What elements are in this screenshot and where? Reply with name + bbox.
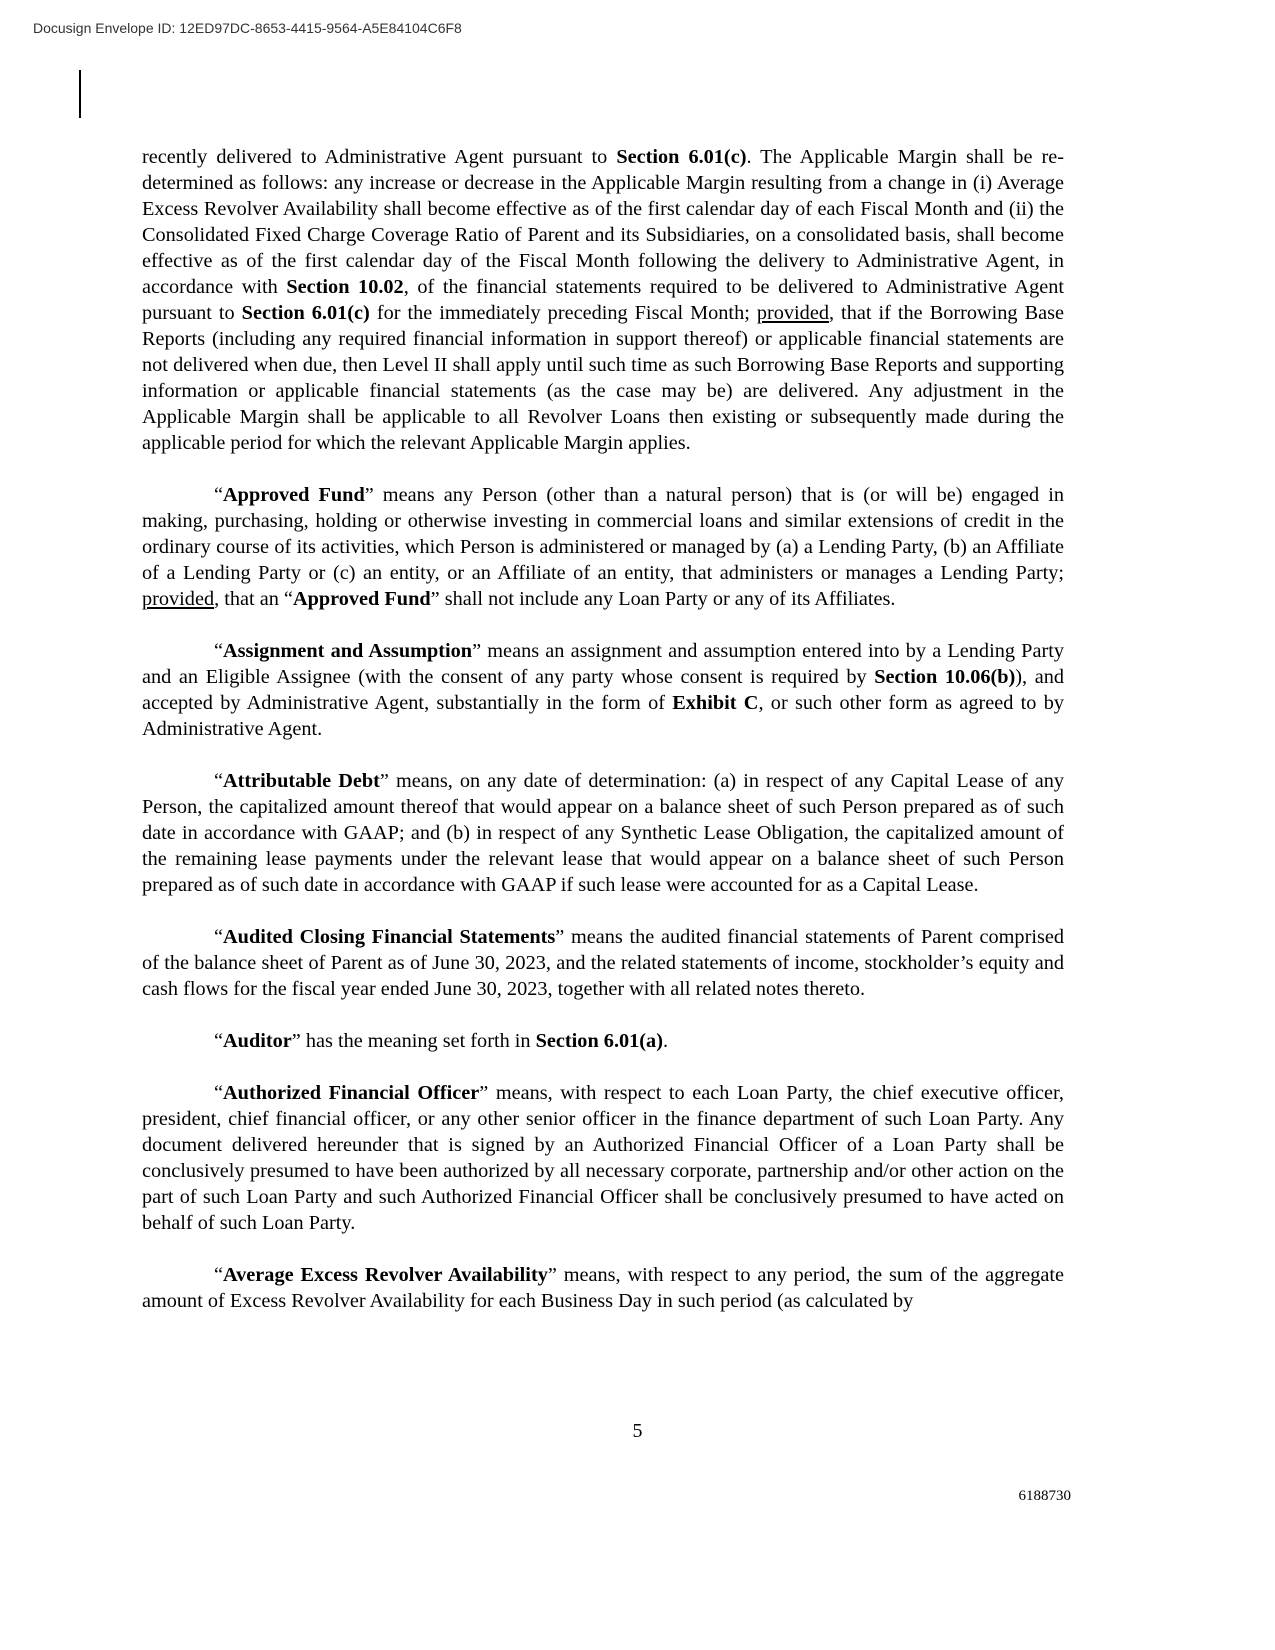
defined-term: Approved Fund (223, 484, 365, 506)
defined-term: Authorized Financial Officer (223, 1082, 480, 1104)
definition-audited-closing-financial-statements: “Audited Closing Financial Statements” means the audited financial statements of Parent comprised of the balance sheet of Parent as of June 30, 2023, and the related statements of income, stockholder’s equity and cash flows for the fiscal year ended June 30, 2023, together with all related notes thereto. (142, 926, 1064, 1000)
defined-term: Audited Closing Financial Statements (223, 926, 556, 948)
definition-average-excess-revolver-availability: “Average Excess Revolver Availability” means, with respect to any period, the sum of the aggregate amount of Excess Revolver Availability for each Business Day in such period (as calculated by (142, 1264, 1064, 1312)
envelope-id: Docusign Envelope ID: 12ED97DC-8653-4415-9564-A5E84104C6F8 (33, 20, 462, 36)
document-number: 6188730 (1018, 1488, 1071, 1504)
defined-term: Auditor (223, 1030, 292, 1052)
defined-term: Average Excess Revolver Availability (223, 1264, 548, 1286)
page-number: 5 (632, 1420, 643, 1442)
document-body (142, 144, 1064, 1340)
definition-assignment-and-assumption: “Assignment and Assumption” means an assignment and assumption entered into by a Lending Party and an Eligible Assignee (with the consent of any party whose consent is required by Section 10.06(b)), and accepted by Administrative Agent, substantially in the form of Exhibit C, or such other form as agreed to by Administrative Agent. (142, 640, 1064, 740)
defined-term: Assignment and Assumption (223, 640, 473, 662)
definition-auditor: “Auditor” has the meaning set forth in Section 6.01(a). (214, 1030, 669, 1052)
definition-attributable-debt: “Attributable Debt” means, on any date of determination: (a) in respect of any Capital Lease of any Person, the capitalized amount thereof that would appear on a balance sheet of such Person prepared as of such date in accordance with GAAP; and (b) in respect of any Synthetic Lease Obligation, the capitalized amount of the remaining lease payments under the relevant lease that would appear on a balance sheet of such Person prepared as of such date in accordance with GAAP if such lease were accounted for as a Capital Lease. (142, 770, 1064, 896)
defined-term: Attributable Debt (223, 770, 380, 792)
definition-approved-fund: “Approved Fund” means any Person (other than a natural person) that is (or will be) engaged in making, purchasing, holding or otherwise investing in commercial loans and similar extensions of credit in the ordinary course of its activities, which Person is administered or managed by (a) a Lending Party, (b) an Affiliate of a Lending Party or (c) an entity, or an Affiliate of an entity, that administers or manages a Lending Party; provided, that an “Approved Fund” shall not include any Loan Party or any of its Affiliates. (142, 484, 1065, 610)
paragraph-applicable-margin: recently delivered to Administrative Agent pursuant to Section 6.01(c). The Applicable Margin shall be re-determined as follows: any increase or decrease in the Applicable Margin resulting from a change in (i) Average Excess Revolver Availability shall become effective as of the first calendar day of each Fiscal Month and (ii) the Consolidated Fixed Charge Coverage Ratio of Parent and its Subsidiaries, on a consolidated basis, shall become effective as of the first calendar day of the Fiscal Month following the delivery to Administrative Agent, in accordance with Section 10.02, of the financial statements required to be delivered to Administrative Agent pursuant to Section 6.01(c) for the immediately preceding Fiscal Month; provided, that if the Borrowing Base Reports (including any required financial information in support thereof) or applicable financial statements are not delivered when due, then Level II shall apply until such time as such Borrowing Base Reports and supporting information or applicable financial statements (as the case may be) are delivered. Any adjustment in the Applicable Margin shall be applicable to all Revolver Loans then existing or subsequently made during the applicable period for which the relevant Applicable Margin applies. (142, 146, 1065, 454)
revision-bar (79, 70, 81, 118)
definition-authorized-financial-officer: “Authorized Financial Officer” means, with respect to each Loan Party, the chief executive officer, president, chief financial officer, or any other senior officer in the finance department of such Loan Party. Any document delivered hereunder that is signed by an Authorized Financial Officer of a Loan Party shall be conclusively presumed to have been authorized by all necessary corporate, partnership and/or other action on the part of such Loan Party and such Authorized Financial Officer shall be conclusively presumed to have acted on behalf of such Loan Party. (142, 1082, 1065, 1234)
